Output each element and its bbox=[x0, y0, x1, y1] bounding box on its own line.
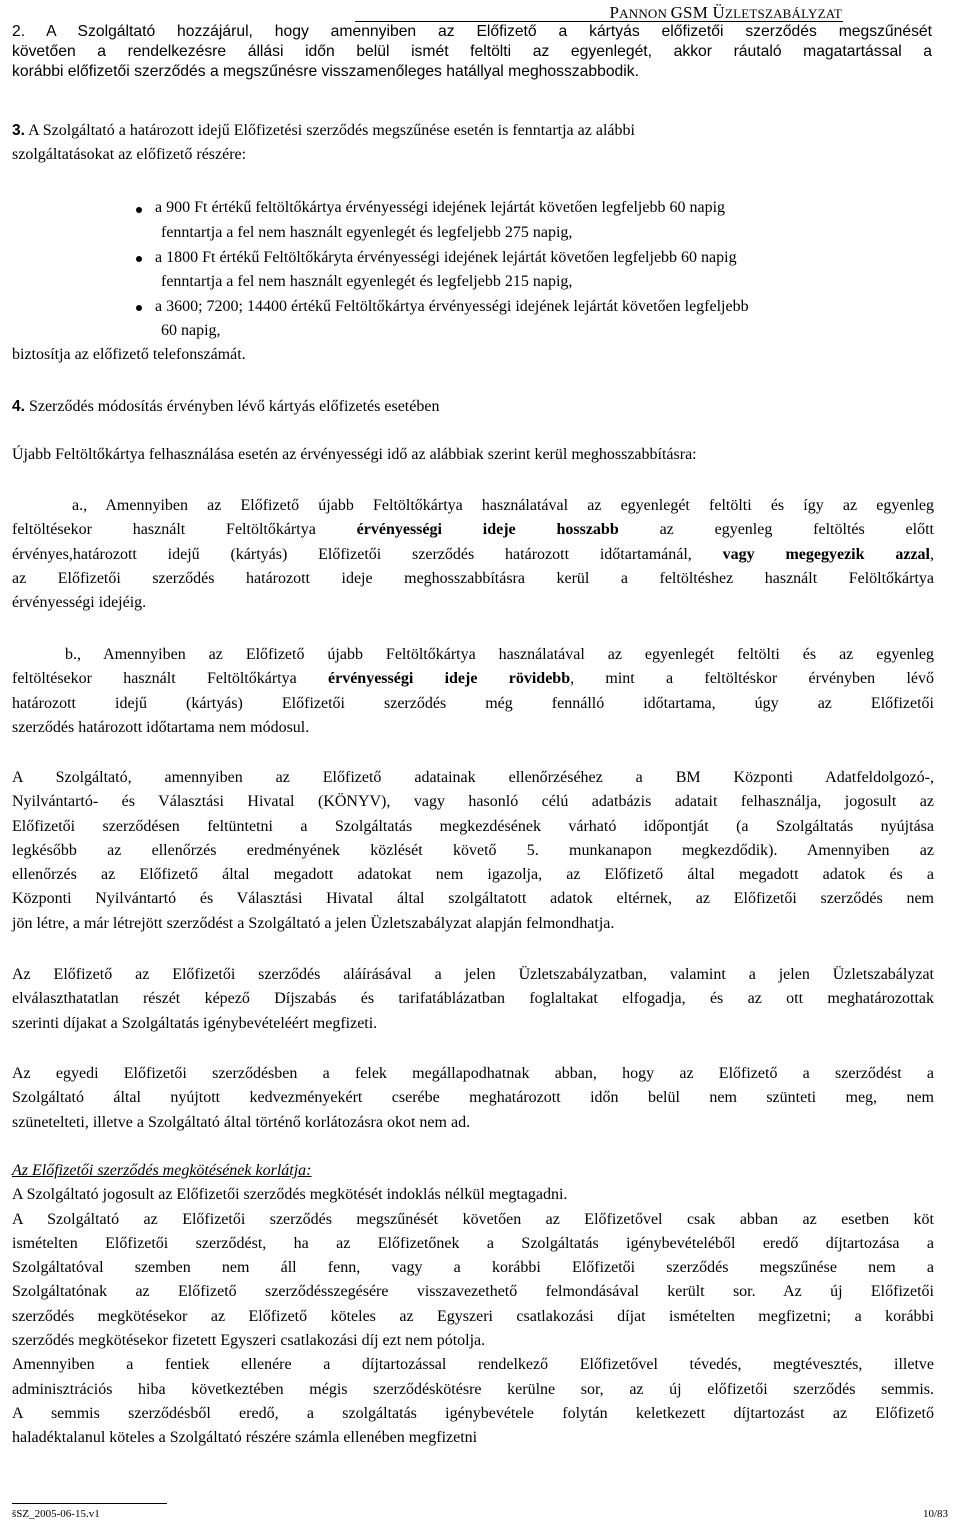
paragraph-line: az Előfizetői szerződés határozott ideje meghosszabbításra kerül a feltöltéshez használt Felöltőkártya bbox=[12, 569, 934, 587]
bullet-item-line: 60 napig, bbox=[161, 322, 221, 339]
paragraph-line: b., Amennyiben az Előfizető újabb Feltöltőkártya használatával az egyenlegét feltölti és az egyenleg bbox=[65, 646, 934, 663]
paragraph-line: feltöltésekor használt Feltöltőkártya érvényességi ideje hosszabb az egyenleg feltöltés előtt bbox=[12, 521, 934, 539]
footer-document-id: šSZ_2005-06-15.v1 bbox=[12, 1508, 100, 1520]
paragraph-line: A Szolgáltató, amennyiben az Előfizető adatainak ellenőrzéséhez a BM Központi Adatfeldolgozó-, bbox=[12, 769, 934, 786]
bullet-item-line: fenntartja a fel nem használt egyenlegét és legfeljebb 215 napig, bbox=[161, 273, 573, 290]
bullet-dot bbox=[136, 256, 142, 262]
item-3-closing: biztosítja az előfizető telefonszámát. bbox=[12, 346, 246, 363]
paragraph-line: A Szolgáltató jogosult az Előfizetői szerződés megkötését indoklás nélkül megtagadni. bbox=[12, 1186, 568, 1204]
bullet-item-line: fenntartja a fel nem használt egyenlegét és legfeljebb 275 napig, bbox=[161, 224, 573, 241]
paragraph-line: Az Előfizető az Előfizetői szerződés aláírásával a jelen Üzletszabályzatban, valamint a jelen Üzletszabályzat bbox=[12, 966, 934, 983]
item-2-line: korábbi előfizetői szerződés a megszűnésre visszamenőleges hatállyal meghosszabbodik. bbox=[12, 63, 639, 80]
paragraph-line: Szolgáltatóval szemben nem áll fenn, vagy a korábbi Előfizetői szerződés megszűnése nem a bbox=[12, 1259, 934, 1277]
item-4-title: 4. Szerződés módosítás érvényben lévő kártyás előfizetés esetében bbox=[12, 398, 440, 415]
paragraph-line: legkésőbb az ellenőrzés eredményének közlését követő 5. munkanapon megkezdődik). Amennyiben az bbox=[12, 841, 934, 859]
item-3-line: 3. A Szolgáltató a határozott idejű Előfizetési szerződés megszűnése esetén is fenntartja az alábbi bbox=[12, 122, 635, 139]
paragraph-line: Központi Nyilvántartó és Választási Hivatal által szolgáltatott adatok eltérnek, az Előfizetői szerződés nem bbox=[12, 890, 934, 908]
paragraph-a bbox=[12, 494, 934, 615]
paragraph-konyv bbox=[12, 766, 934, 936]
paragraph-line: szerződés határozott időtartama nem módosul. bbox=[12, 718, 310, 736]
item-2-paragraph bbox=[12, 22, 932, 82]
item-3-line: szolgáltatásokat az előfizető részére: bbox=[12, 146, 247, 164]
bullet-item-line: a 1800 Ft értékű Feltöltőkáryta érvényességi idejének lejártát követően legfeljebb 60 napig bbox=[155, 249, 737, 266]
paragraph-line: ellenőrzés az Előfizető által megadott adatokat nem igazolja, az Előfizető által megadott adatok és a bbox=[12, 866, 934, 884]
bullet-item-line: a 900 Ft értékű feltöltőkártya érvényességi idejének lejártát követően legfeljebb 60 napig bbox=[155, 199, 726, 216]
paragraph-line: ismételten Előfizetői szerződést, ha az Előfizetőnek a Szolgáltatás igénybevételéből eredő díjtartozása a bbox=[12, 1234, 934, 1252]
paragraph-line: szerződés megkötésekor fizetett Egyszeri csatlakozási díj ezt nem pótolja. bbox=[12, 1332, 486, 1350]
bullet-dot bbox=[136, 207, 142, 213]
paragraph-alairas bbox=[12, 963, 934, 1036]
footer-rule bbox=[12, 1503, 167, 1504]
paragraph-line: érvényes,határozott idejű (kártyás) Előfizetői szerződés határozott időtartamánál, vagy megegyezik azzal, bbox=[12, 545, 934, 563]
paragraph-line: szünetelteti, illetve a Szolgáltató által történő korlátozásra okot nem ad. bbox=[12, 1113, 471, 1131]
item-2-line: követően a rendelkezésre állási időn belül ismét feltölti az egyenlegét, akkor ráutaló magatartással a bbox=[12, 43, 932, 60]
paragraph-egyedi bbox=[12, 1062, 934, 1135]
item-4-lead: Újabb Feltöltőkártya felhasználása esetén az érvényességi idő az alábbiak szerint kerül meghosszabbításra: bbox=[12, 446, 697, 463]
item-3-intro bbox=[12, 119, 934, 168]
limit-section bbox=[12, 1159, 934, 1451]
page-header bbox=[0, 2, 960, 24]
paragraph-line: A Szolgáltató az Előfizetői szerződés megszűnését követően az Előfizetővel csak abban az esetben köt bbox=[12, 1210, 934, 1228]
limit-heading: Az Előfizetői szerződés megkötésének korlátja: bbox=[12, 1162, 312, 1179]
paragraph-line: elválaszthatatlan részét képező Díjszabás és tarifatáblázatban foglaltakat elfogadja, és az ott meghatározottak bbox=[12, 990, 934, 1008]
paragraph-line: Amennyiben a fentiek ellenére a díjtartozással rendelkező Előfizetővel tévedés, megtévesztés, illetve bbox=[12, 1356, 934, 1374]
paragraph-line: érvényességi idejéig. bbox=[12, 594, 147, 612]
paragraph-line: szerinti díjakat a Szolgáltatás igénybevételéért megfizeti. bbox=[12, 1014, 378, 1032]
bullet-dot bbox=[136, 305, 142, 311]
paragraph-line: Nyilvántartó- és Választási Hivatal (KÖNYV), vagy hasonló célú adatbázis adatait felhasználja, jogosult az bbox=[12, 793, 934, 811]
paragraph-line: Előfizetői szerződésen feltüntetni a Szolgáltatás megkezdésének várható időpontját (a Szolgáltatás nyújtása bbox=[12, 817, 934, 835]
paragraph-line: jön létre, a már létrejött szerződést a Szolgáltató a jelen Üzletszabályzat alapján felmondhatja. bbox=[12, 914, 615, 932]
paragraph-line: haladéktalanul köteles a Szolgáltató részére számla ellenében megfizetni bbox=[12, 1429, 478, 1447]
paragraph-line: adminisztrációs hiba következtében mégis szerződéskötésre kerülne sor, az új előfizetői szerződés semmis. bbox=[12, 1380, 934, 1398]
paragraph-line: a., Amennyiben az Előfizető újabb Feltöltőkártya használatával az egyenlegét feltölti és így az egyenleg bbox=[72, 497, 934, 514]
footer-page-number: 10/83 bbox=[922, 1508, 948, 1520]
bullet-item-line: a 3600; 7200; 14400 értékű Feltöltőkártya érvényességi idejének lejártát követően legfeljebb bbox=[155, 298, 749, 315]
paragraph-line: határozott idejű (kártyás) Előfizetői szerződés még fennálló időtartama, úgy az Előfizetői bbox=[12, 694, 934, 712]
header-title: PANNON GSM ÜZLETSZABÁLYZAT bbox=[609, 3, 842, 22]
item-4-number: 4. bbox=[12, 398, 25, 415]
paragraph-line: Az egyedi Előfizetői szerződésben a felek megállapodhatnak abban, hogy az Előfizető a szerződést a bbox=[12, 1065, 934, 1082]
paragraph-line: szerződés megkötésekor az Előfizető köteles az Egyszeri csatlakozási díjat ismételten megfizetni; a korábbi bbox=[12, 1307, 934, 1325]
paragraph-line: Szolgáltatónak az Előfizető szerződésszegésére visszavezethető felmondásával került sor. Az új Előfizetői bbox=[12, 1283, 934, 1301]
paragraph-b bbox=[12, 643, 934, 740]
item-3-number: 3. bbox=[12, 122, 25, 139]
paragraph-line: A semmis szerződésből eredő, a szolgáltatás igénybevétele folytán keletkezett díjtartozást az Előfizető bbox=[12, 1404, 934, 1422]
item-2-line: 2. A Szolgáltató hozzájárul, hogy amennyiben az Előfizető a kártyás előfizetői szerződés megszűnését bbox=[12, 23, 932, 40]
paragraph-line: Szolgáltató által nyújtott kedvezményekért cserébe meghatározott időn belül nem szünteti meg, nem bbox=[12, 1089, 934, 1107]
paragraph-line: feltöltésekor használt Feltöltőkártya érvényességi ideje rövidebb, mint a feltöltéskor érvényben lévő bbox=[12, 670, 934, 688]
